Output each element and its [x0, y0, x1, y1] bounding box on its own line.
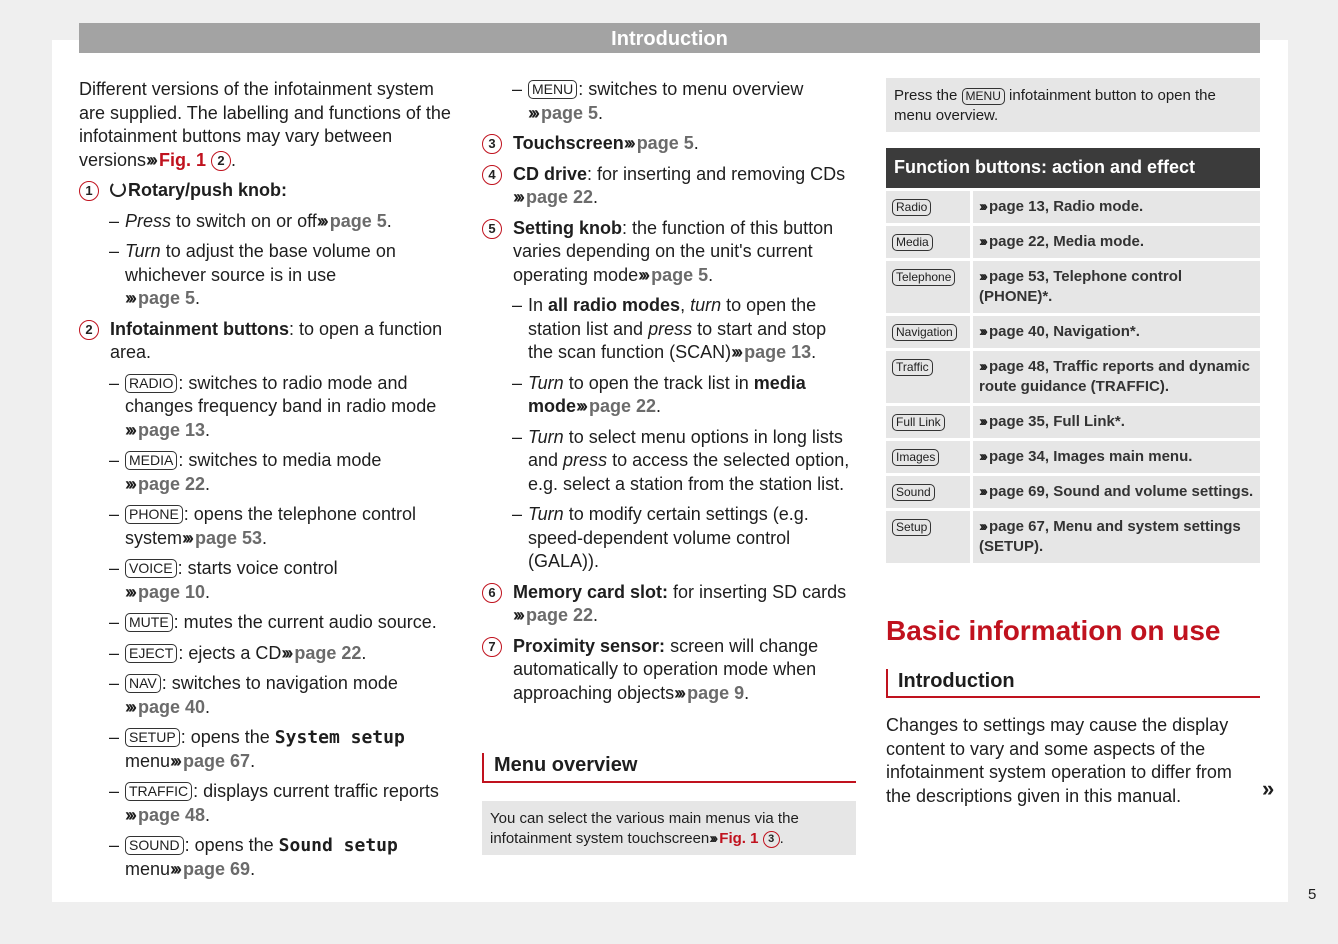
- arrow-icon: ›››: [623, 133, 633, 153]
- button-desc-phone: – PHONE : opens the telephone control system››› page 53.: [109, 504, 416, 548]
- function-key: Traffic: [892, 359, 933, 376]
- arrow-icon: ›››: [316, 210, 326, 231]
- button-desc-radio: – RADIO : switches to radio mode and changes frequency band in radio mode ››› page 13.: [109, 372, 437, 440]
- arrow-icon: ›››: [125, 804, 134, 825]
- page-link[interactable]: page 9: [687, 682, 745, 703]
- function-key: Setup: [892, 519, 931, 536]
- column-left: [79, 78, 454, 881]
- button-desc-traffic: – TRAFFIC : displays current traffic reports ››› page 48.: [109, 781, 439, 825]
- callout-number: 5: [482, 219, 502, 239]
- function-description[interactable]: page 67, Menu and system settings (SETUP).: [979, 517, 1241, 555]
- function-description[interactable]: page 22, Media mode.: [989, 232, 1145, 250]
- page-number: 5: [1308, 886, 1317, 903]
- button-desc-setup: – SETUP : opens the System setup menu››› page 67.: [109, 727, 405, 771]
- page-link[interactable]: page 22: [525, 605, 594, 625]
- page-link[interactable]: page 22: [294, 642, 362, 663]
- callout-number: 4: [482, 165, 502, 185]
- table-header: Function buttons: action and effect: [886, 148, 1260, 189]
- table-row: [886, 259, 1260, 314]
- function-key: Images: [892, 449, 939, 466]
- function-key: Radio: [892, 199, 931, 216]
- function-key: Media: [892, 234, 933, 251]
- callout-number: 1: [79, 181, 99, 201]
- arrow-icon: ›››: [513, 187, 522, 207]
- menu-key: MENU: [528, 80, 577, 99]
- nav-key: NAV: [125, 674, 161, 693]
- arrow-icon: ›››: [182, 527, 191, 548]
- function-description[interactable]: page 13, Radio mode.: [989, 197, 1144, 215]
- page-link[interactable]: page 10: [137, 581, 206, 602]
- arrow-icon: ›››: [979, 447, 985, 465]
- page-link[interactable]: page 5: [137, 288, 196, 308]
- rotary-knob-icon: [110, 181, 126, 197]
- arrow-icon: ›››: [979, 412, 985, 430]
- page-link[interactable]: page 53: [195, 527, 263, 548]
- arrow-icon: ›››: [125, 581, 134, 602]
- phone-key: PHONE: [125, 505, 183, 524]
- arrow-icon: ›››: [281, 642, 291, 663]
- arrow-icon: ›››: [170, 858, 180, 879]
- function-key: Full Link: [892, 414, 945, 431]
- arrow-icon: ›››: [125, 288, 134, 308]
- item-cd-drive: 4 CD drive: for inserting and removing CDs ››› page 22.: [482, 163, 856, 210]
- table-row: [886, 404, 1260, 439]
- item-proximity-sensor: 7 Proximity sensor: screen will change automatically to operation mode when approaching objects››› page 9.: [482, 635, 856, 706]
- intro-paragraph: Different versions of the infotainment system are supplied. The labelling and functions of the infotainment buttons may vary between versions››› Fig. 1 2 .: [79, 79, 451, 170]
- callout-number: 7: [482, 637, 502, 657]
- arrow-icon: ›››: [979, 482, 985, 500]
- sub-item: – Turn to open the track list in media mode››› page 22.: [482, 372, 856, 419]
- function-description[interactable]: page 40, Navigation*.: [989, 322, 1140, 340]
- eject-key: EJECT: [125, 644, 177, 663]
- page-header-bar: Introduction: [79, 23, 1260, 53]
- sound-key: SOUND: [125, 836, 184, 855]
- arrow-icon: ›››: [979, 197, 985, 215]
- figure-callout: 2: [211, 151, 231, 171]
- item-memory-card-slot: 6 Memory card slot: for inserting SD cards ››› page 22.: [482, 581, 856, 628]
- arrow-icon: ›››: [576, 396, 585, 416]
- sub-item: – In all radio modes, turn to open the station list and press to start and stop the scan function (SCAN)››› page 13.: [482, 294, 856, 365]
- figure-link[interactable]: Fig. 1: [719, 829, 759, 847]
- arrow-icon: ›››: [979, 517, 985, 535]
- media-key: MEDIA: [125, 451, 177, 470]
- section-title: Basic information on use: [886, 614, 1221, 646]
- page-link[interactable]: page 13: [137, 419, 206, 440]
- function-description[interactable]: page 69, Sound and volume settings.: [989, 482, 1254, 500]
- page-link[interactable]: page 22: [525, 187, 594, 207]
- sub-item: – Turn to adjust the base volume on whichever source is in use ››› page 5.: [79, 240, 454, 311]
- introduction-body: Changes to settings may cause the display content to vary and some aspects of the infotainment system operation to differ from the descriptions given in this manual.: [886, 715, 1232, 806]
- press-menu-box: Press the MENU infotainment button to open the menu overview.: [886, 78, 1260, 132]
- introduction-subheading: Introduction: [886, 669, 1260, 699]
- table-row: [886, 349, 1260, 404]
- page-link[interactable]: page 5: [329, 210, 387, 231]
- column-middle: [482, 78, 856, 855]
- callout-number: 6: [482, 583, 502, 603]
- voice-key: VOICE: [125, 559, 177, 578]
- page-link[interactable]: page 5: [540, 102, 599, 123]
- page-link[interactable]: page 5: [651, 264, 709, 285]
- continued-arrow-icon: »: [1262, 776, 1275, 801]
- button-desc-menu: – MENU : switches to menu overview ››› page 5.: [512, 79, 804, 123]
- figure-link[interactable]: Fig. 1: [159, 149, 207, 170]
- sub-item: – Turn to modify certain settings (e.g. speed-dependent volume control (GALA)).: [482, 503, 856, 574]
- traffic-key: TRAFFIC: [125, 782, 192, 801]
- page-link[interactable]: page 48: [137, 804, 206, 825]
- page-link[interactable]: page 5: [636, 133, 694, 153]
- item-rotary-knob: 1 Rotary/push knob:: [79, 179, 454, 203]
- menu-overview-box: You can select the various main menus via the infotainment system touchscreen››› Fig. 1 3 .: [482, 801, 856, 855]
- button-desc-eject: – EJECT : ejects a CD››› page 22.: [109, 642, 367, 663]
- page-link[interactable]: page 67: [183, 750, 251, 771]
- page-link[interactable]: page 13: [744, 342, 812, 362]
- sub-item: – Press to switch on or off››› page 5.: [79, 210, 454, 234]
- button-desc-nav: – NAV : switches to navigation mode ››› page 40.: [109, 673, 398, 717]
- menu-overview-heading: Menu overview: [482, 753, 856, 783]
- arrow-icon: ›››: [125, 473, 134, 494]
- table-row: [886, 314, 1260, 349]
- setup-key: SETUP: [125, 728, 180, 747]
- page-link[interactable]: page 40: [137, 696, 206, 717]
- button-desc-mute: – MUTE : mutes the current audio source.: [109, 612, 437, 632]
- table-row: [886, 224, 1260, 259]
- arrow-icon: ›››: [979, 322, 985, 340]
- radio-key: RADIO: [125, 374, 177, 393]
- arrow-icon: ›››: [979, 357, 985, 375]
- menu-key: MENU: [962, 88, 1005, 105]
- page-link[interactable]: page 22: [589, 396, 657, 416]
- function-key: Navigation: [892, 324, 957, 341]
- function-buttons-table: [886, 148, 1260, 563]
- button-desc-voice: – VOICE : starts voice control ››› page 10.: [109, 558, 338, 602]
- arrow-icon: ›››: [638, 264, 648, 285]
- figure-callout: 3: [763, 831, 780, 848]
- function-description[interactable]: page 35, Full Link*.: [989, 412, 1125, 430]
- item-touchscreen: 3 Touchscreen››› page 5.: [482, 132, 856, 156]
- function-key: Sound: [892, 484, 935, 501]
- page-link[interactable]: page 22: [137, 473, 206, 494]
- arrow-icon: ›››: [125, 696, 134, 717]
- arrow-icon: ›››: [170, 750, 180, 771]
- table-row: [886, 439, 1260, 474]
- function-description[interactable]: page 53, Telephone control (PHONE)*.: [979, 267, 1183, 305]
- button-desc-media: – MEDIA : switches to media mode ››› page 22.: [109, 450, 382, 494]
- mute-key: MUTE: [125, 613, 173, 632]
- arrow-icon: ›››: [125, 419, 134, 440]
- arrow-icon: ›››: [674, 682, 684, 703]
- table-row: [886, 189, 1260, 224]
- arrow-icon: ›››: [709, 829, 716, 847]
- column-right: [886, 78, 1260, 808]
- arrow-icon: ›››: [979, 232, 985, 250]
- table-row: [886, 509, 1260, 563]
- function-description[interactable]: page 48, Traffic reports and dynamic route guidance (TRAFFIC).: [979, 357, 1250, 395]
- table-row: [886, 474, 1260, 509]
- arrow-icon: ›››: [513, 605, 522, 625]
- item-setting-knob: 5 Setting knob: the function of this button varies depending on the unit's current operating mode››› page 5.: [482, 217, 856, 288]
- sub-item: – Turn to select menu options in long lists and press to access the selected option, e.g. select a station from the station list.: [482, 426, 856, 497]
- item-infotainment-buttons: 2 Infotainment buttons: to open a function area.: [79, 318, 454, 365]
- callout-number: 2: [79, 320, 99, 340]
- arrow-icon: ›››: [528, 102, 537, 123]
- arrow-icon: ›››: [731, 342, 741, 362]
- function-description[interactable]: page 34, Images main menu.: [989, 447, 1193, 465]
- callout-number: 3: [482, 134, 502, 154]
- function-key: Telephone: [892, 269, 955, 286]
- arrow-icon: ›››: [146, 149, 156, 170]
- button-desc-sound: – SOUND : opens the Sound setup menu››› page 69.: [109, 835, 398, 879]
- arrow-icon: ›››: [979, 267, 985, 285]
- page-link[interactable]: page 69: [183, 858, 251, 879]
